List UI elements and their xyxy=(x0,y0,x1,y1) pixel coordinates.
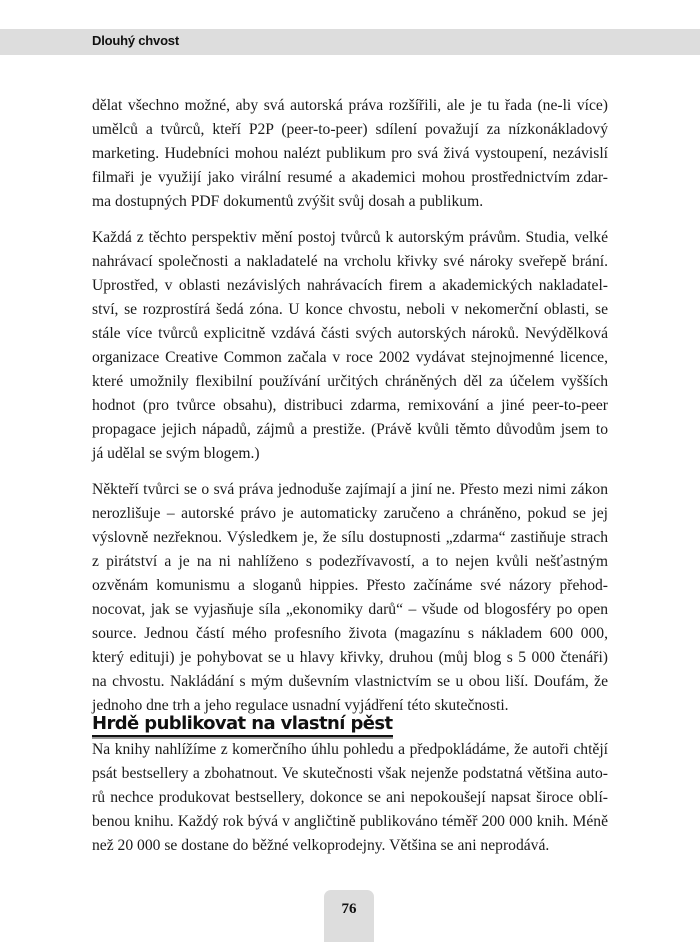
text-line: nocovat, jak se vyjasňuje síla „ekonomiky darů“ – všude od blogosféry po open xyxy=(92,601,608,618)
text-line: které umožnily flexibilní používání určitých chráněných děl za účelem vyšších xyxy=(92,373,608,390)
text-line: ství, se rozprostírá šedá zóna. U konce chvostu, neboli v nekomerční oblasti, se xyxy=(92,301,608,318)
running-header-title: Dlouhý chvost xyxy=(92,33,179,48)
text-line: výslovně nezřeknou. Výsledkem je, že sílu dostupnosti „zdarma“ zastiňuje strach xyxy=(92,529,608,546)
text-line: umělců a tvůrců, kteří P2P (peer-to-peer) sdílení považují za nízkonákladový xyxy=(92,121,608,138)
text-line: stále více tvůrců explicitně vzdává části svých autorských nároků. Nevýdělková xyxy=(92,325,608,342)
text-line: rů nechce produkovat bestsellery, dokonce se ani nepokoušejí napsat široce oblí- xyxy=(92,789,608,806)
text-line: já udělal se svým blogem.) xyxy=(92,445,260,462)
running-header xyxy=(0,29,700,55)
text-line: source. Jednou částí mého profesního života (magazínu s nákladem 600 000, xyxy=(92,625,608,642)
text-line: Uprostřed, v oblasti nezávislých nahrávacích firem a akademických nakladatel- xyxy=(92,277,608,294)
text-line: jednoho dne trh a jeho regulace usnadní vyjádření této skutečnosti. xyxy=(92,697,509,714)
text-line: Někteří tvůrci se o svá práva jednoduše zajímají a jiní ne. Přesto mezi nimi zákon xyxy=(92,481,608,498)
text-line: na chvostu. Nakládání s mým duševním vlastnictvím se u obou liší. Doufám, že xyxy=(92,673,608,690)
text-line: nahrávací společnosti a nakladatelé na vrcholu křivky své nároky sveřepě brání. xyxy=(92,253,608,270)
text-line: ozvěnám komunismu a sloganů hippies. Přesto začínáme své názory přehod- xyxy=(92,577,608,594)
text-line: Každá z těchto perspektiv mění postoj tvůrců k autorským právům. Studia, velké xyxy=(92,229,608,246)
paragraph xyxy=(92,738,608,858)
section-heading: Hrdě publikovat na vlastní pěst xyxy=(92,713,393,737)
text-line: který edituji) je pohybovat se u hlavy křivky, druhou (můj blog s 5 000 čtenáři) xyxy=(92,649,608,666)
text-line: z pirátství a je na ni nahlíženo s podezřívavostí, a to nejen kvůli nešťastným xyxy=(92,553,608,570)
text-line: nerozlišuje – autorské právo je automaticky zaručeno a chráněno, pokud se jej xyxy=(92,505,608,522)
page-number: 76 xyxy=(341,901,357,917)
paragraph xyxy=(92,226,608,466)
text-line: Na knihy nahlížíme z komerčního úhlu pohledu a předpokládáme, že autoři chtějí xyxy=(92,741,608,758)
text-line: filmaři je využijí jako virální resumé a akademici mohou prostřednictvím zdar- xyxy=(92,169,608,186)
body-text xyxy=(92,94,608,730)
page-number-tab xyxy=(324,890,374,942)
text-line: dělat všechno možné, aby svá autorská práva rozšířili, ale je tu řada (ne-li více) xyxy=(92,97,608,114)
text-line: organizace Creative Common začala v roce 2002 vydávat stejnojmenné licence, xyxy=(92,349,608,366)
paragraph xyxy=(92,94,608,214)
text-line: psát bestsellery a zbohatnout. Ve skutečnosti však nejenže podstatná většina auto- xyxy=(92,765,608,782)
text-line: ma dostupných PDF dokumentů zvýšit svůj dosah a publikum. xyxy=(92,193,484,210)
text-line: propagace jejich nápadů, zájmů a prestiže. (Právě kvůli těmto důvodům jsem to xyxy=(92,421,608,438)
paragraph xyxy=(92,478,608,718)
section-body-text xyxy=(92,738,608,870)
text-line: benou knihu. Každý rok bývá v angličtině publikováno téměř 200 000 knih. Méně xyxy=(92,813,608,830)
text-line: hodnot (pro tvůrce obsahu), distribuci zdarma, remixování a jiné peer-to-peer xyxy=(92,397,608,414)
text-line: než 20 000 se dostane do běžné velkoprodejny. Většina se ani neprodává. xyxy=(92,837,550,854)
text-line: marketing. Hudebníci mohou nalézt publikum pro svá živá vystoupení, nezávislí xyxy=(92,145,608,162)
